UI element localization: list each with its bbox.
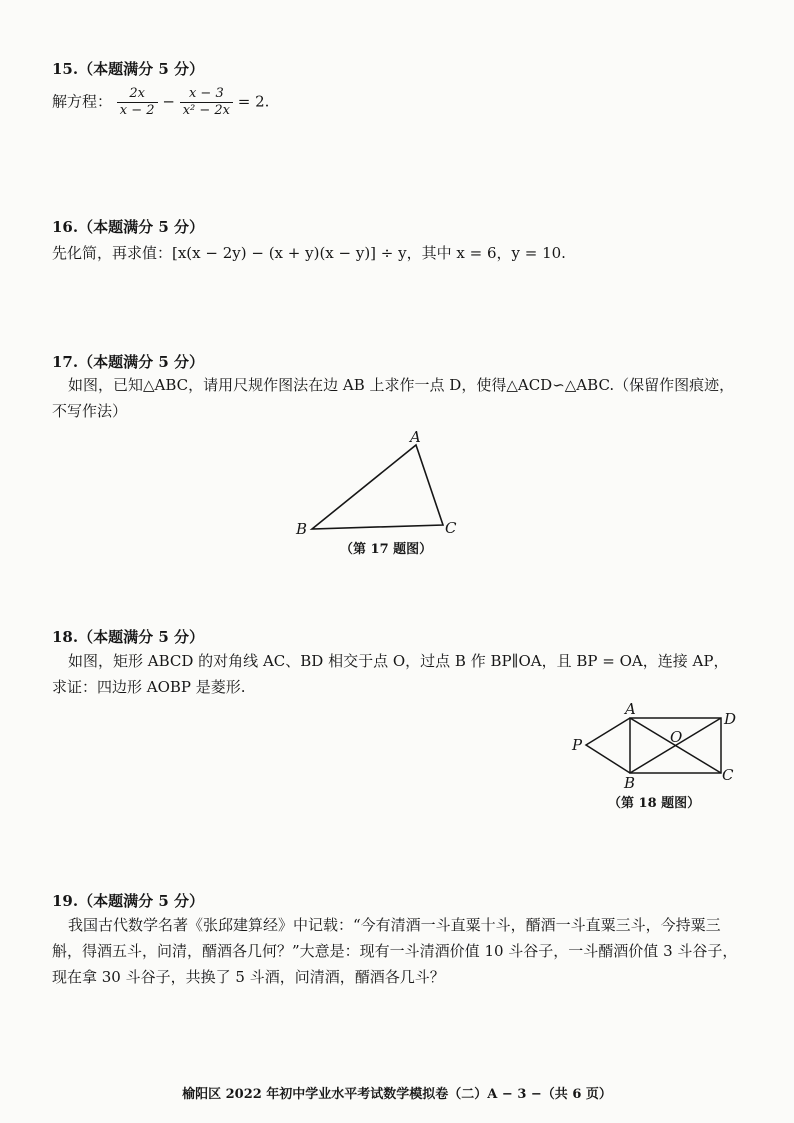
q15-prompt: 解方程： bbox=[52, 92, 113, 111]
q19-text: 我国古代数学名著《张邱建算经》中记载：“今有清酒一斗直粟十斗，醑酒一斗直粟三斗，今持粟三斛，得酒五斗，问清，醑酒各几何？”大意是：现有一斗清酒价值 10 斗谷子，一斗醑酒价值 3 斗谷子，现在拿 30 斗谷子，共换了 5 斗酒，问清酒，醑酒各几斗？ bbox=[52, 916, 738, 986]
q15-fraction-2 bbox=[180, 86, 233, 119]
q15-fraction-1 bbox=[117, 86, 158, 119]
q17-label-a: A bbox=[410, 428, 421, 446]
q15-equation bbox=[52, 86, 269, 119]
q18-label-d: D bbox=[724, 710, 737, 728]
q17-label-c: C bbox=[445, 519, 457, 537]
q15-frac2-numerator: x − 3 bbox=[180, 86, 233, 103]
q19-heading: 19.（本题满分 5 分） bbox=[52, 892, 204, 910]
q18-label-c: C bbox=[722, 766, 734, 784]
q15-minus: − bbox=[162, 92, 175, 111]
page-footer: 榆阳区 2022 年初中学业水平考试数学模拟卷（二）A − 3 −（共 6 页） bbox=[182, 1087, 612, 1102]
q15-heading: 15.（本题满分 5 分） bbox=[52, 60, 204, 78]
q17-text: 如图，已知△ABC，请用尺规作图法在边 AB 上求作一点 D，使得△ACD∽△ABC.（保留作图痕迹，不写作法） bbox=[52, 376, 735, 420]
triangle-abc bbox=[312, 445, 443, 529]
q17-heading: 17.（本题满分 5 分） bbox=[52, 353, 204, 371]
q15-frac1-denominator: x − 2 bbox=[119, 103, 155, 118]
q18-figure bbox=[566, 700, 746, 815]
q16-heading: 16.（本题满分 5 分） bbox=[52, 218, 204, 236]
q18-label-a: A bbox=[625, 700, 636, 718]
q18-caption: （第 18 题图） bbox=[608, 796, 701, 811]
q15-frac2-denominator: x² − 2x bbox=[182, 103, 231, 118]
q17-label-b: B bbox=[296, 520, 308, 538]
q17-caption: （第 17 题图） bbox=[340, 542, 433, 557]
q18-heading: 18.（本题满分 5 分） bbox=[52, 628, 204, 646]
q18-label-o: O bbox=[670, 728, 683, 746]
q17-figure bbox=[290, 425, 480, 560]
q15-rhs: = 2. bbox=[237, 92, 270, 111]
q18-label-p: P bbox=[572, 736, 583, 754]
q15-frac1-numerator: 2x bbox=[117, 86, 158, 103]
q16-text: 先化简，再求值：[x(x − 2y) − (x + y)(x − y)] ÷ y，其中 x = 6，y = 10. bbox=[52, 244, 566, 262]
q18-text: 如图，矩形 ABCD 的对角线 AC、BD 相交于点 O，过点 B 作 BP∥OA，且 BP = OA，连接 AP，求证：四边形 AOBP 是菱形. bbox=[52, 652, 729, 696]
segments-ap-bp bbox=[586, 718, 630, 773]
q18-label-b: B bbox=[624, 774, 636, 792]
